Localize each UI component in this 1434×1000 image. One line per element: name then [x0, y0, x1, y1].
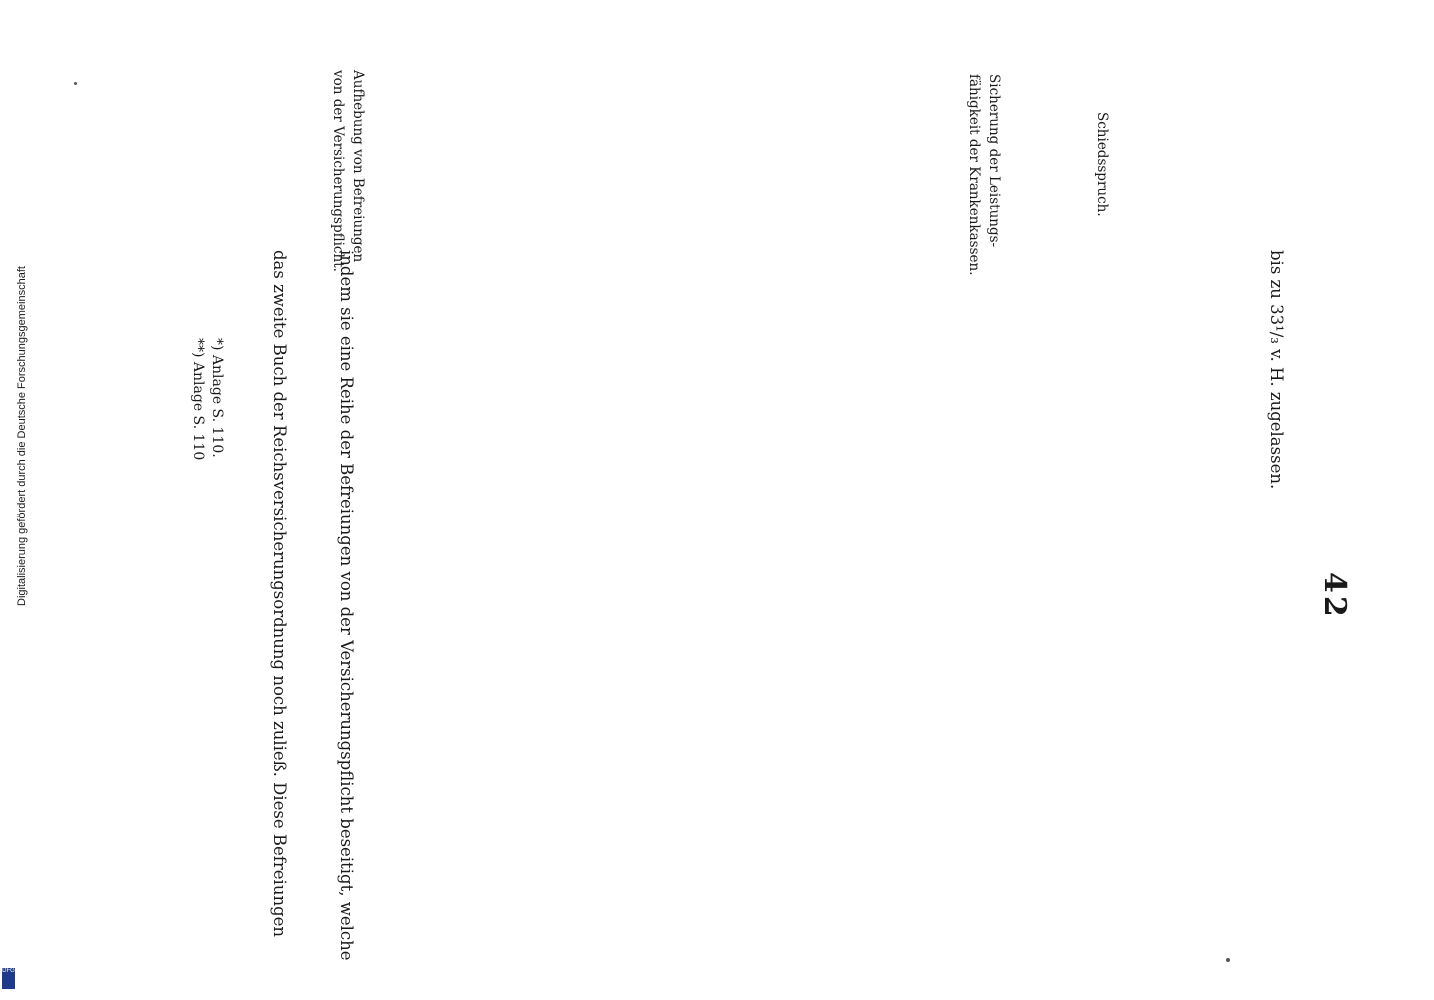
scan-speck — [1226, 958, 1230, 962]
margin-note-securing-funds: Sicherung der Leistungs- fähigkeit der Krankenkassen. — [966, 74, 1002, 276]
footnote: *) Anlage S. 110. — [209, 338, 225, 458]
dfg-logo-icon: DFG — [2, 968, 15, 989]
scan-speck — [74, 82, 77, 85]
body-first-column: bis zu 33¹/₃ v. H. zugelassen. — [1267, 250, 1286, 490]
footnotes — [189, 338, 226, 460]
page-number: 42 — [1317, 572, 1352, 620]
body-closing-column: indem sie eine Reihe der Befreiungen von der Versicherungspflicht beseitigt, welche — [337, 250, 356, 961]
footnote: **) Anlage S. 110 — [190, 338, 207, 461]
margin-note-exemptions: Aufhebung von Befreiungen von der Versicherungspflicht. — [330, 70, 366, 272]
digitization-imprint: Digitalisierung gefördert durch die Deutsche Forschungsgemeinschaft — [16, 266, 28, 606]
margin-note-arbitration: Schiedsspruch. — [1094, 112, 1110, 217]
body-closing-column: das zweite Buch der Reichsversicherungsordnung noch zuließ. Diese Befreiungen — [270, 250, 289, 938]
